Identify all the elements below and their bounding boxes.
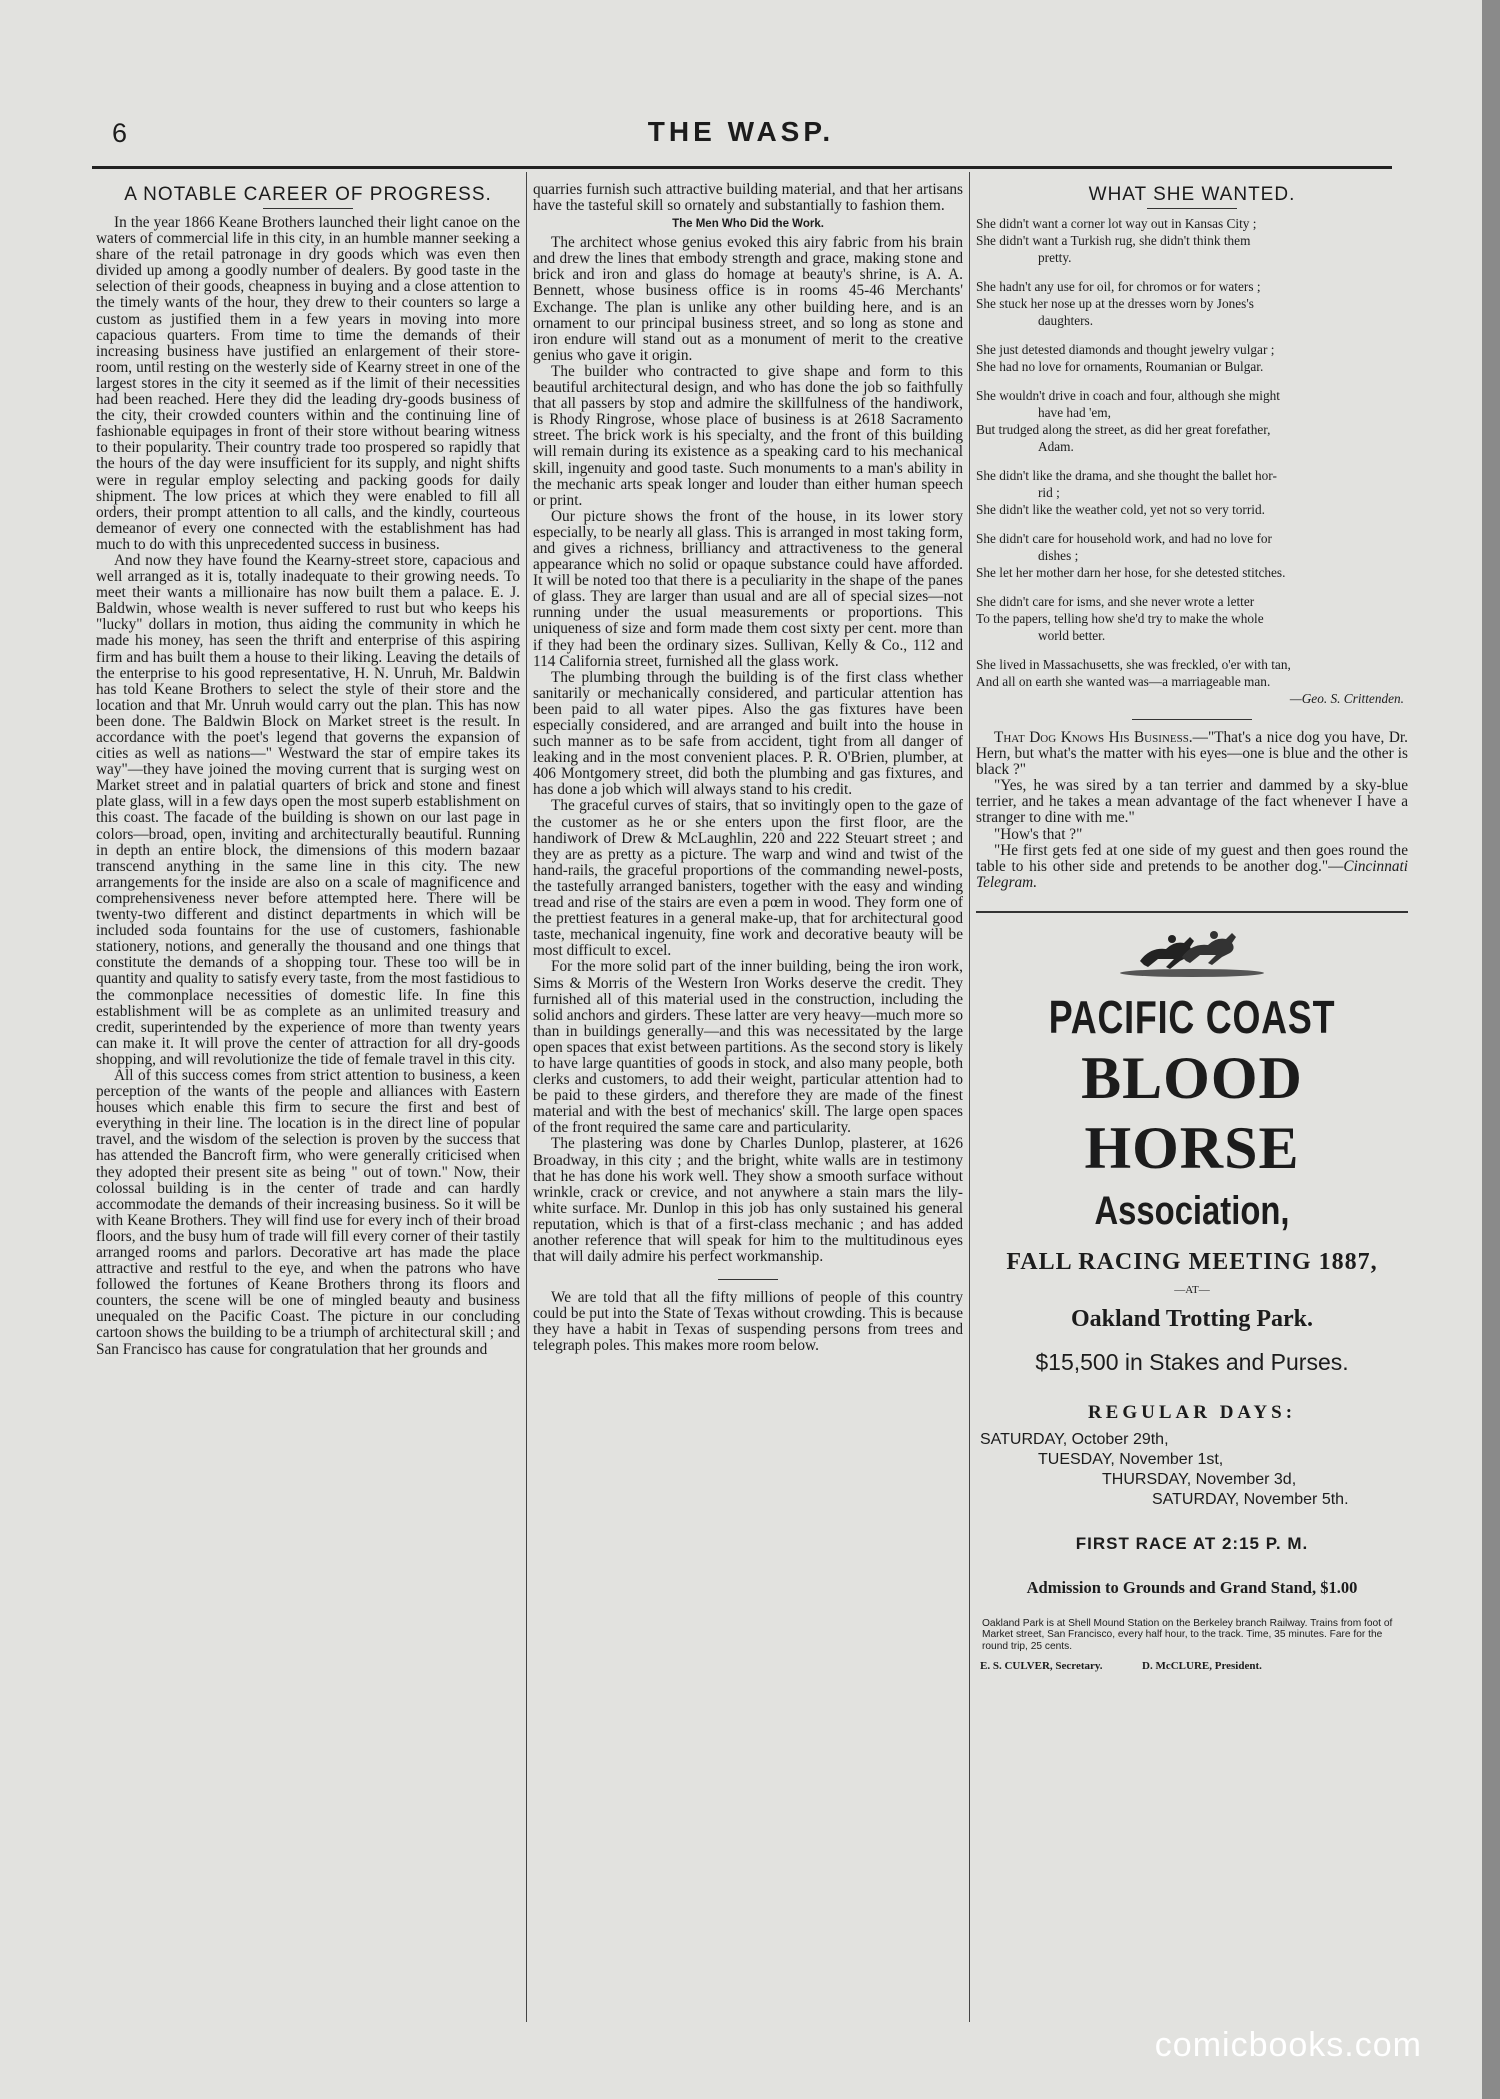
poem-line: She had no love for ornaments, Roumanian or Bulgar. bbox=[976, 359, 1264, 374]
ad-day: SATURDAY, October 29th, bbox=[980, 1430, 1169, 1448]
poem-body bbox=[976, 215, 1408, 707]
ad-stakes: $15,500 in Stakes and Purses. bbox=[1035, 1348, 1349, 1375]
poem-line: She let her mother darn her hose, for she detested stitches. bbox=[976, 565, 1286, 580]
column-1 bbox=[96, 174, 520, 2034]
ad-day: SATURDAY, November 5th. bbox=[1152, 1490, 1349, 1508]
poem-line: rid ; bbox=[1038, 485, 1060, 500]
ad-fine-print: Oakland Park is at Shell Mound Station on the Berkeley branch Railway. Trains from foot of Market street, San Francisco, every half hour, to the track. Time, 35 minutes. Fare for the round trip, 25 cents. bbox=[982, 1617, 1393, 1652]
texas-item: We are told that all the fifty millions of people of this country could be put into the State of Texas without crowding. This is because they have a habit in Texas of suspending persons from trees and telegraph poles. This makes more room below. bbox=[533, 1289, 963, 1355]
poem-line: She lived in Massachusetts, she was freckled, o'er with tan, bbox=[976, 657, 1291, 672]
poem-author: —Geo. S. Crittenden. bbox=[1289, 691, 1404, 706]
ad-day: TUESDAY, November 1st, bbox=[1038, 1450, 1224, 1468]
poem-line: She wouldn't drive in coach and four, although she might bbox=[976, 388, 1280, 403]
poem-line: She didn't like the weather cold, yet not so very torrid. bbox=[976, 502, 1265, 517]
column-2 bbox=[533, 174, 963, 2034]
poem-stanza bbox=[976, 593, 1408, 644]
article-continuation: quarries furnish such attractive building material, and that her artisans have the tasteful skill so ornately and substantially to fashion them. bbox=[533, 181, 963, 215]
article-subhead: The Men Who Did the Work. bbox=[672, 218, 824, 231]
column-divider bbox=[969, 172, 970, 2022]
poem-line: have had 'em, bbox=[1038, 405, 1111, 420]
dog-item-text: —"That's a nice dog you have, Dr. Hern, but what's the matter with his eyes—one is blue and the other is black ?" bbox=[976, 729, 1408, 779]
ad-at: —AT— bbox=[1174, 1283, 1210, 1296]
ad-meeting: FALL RACING MEETING 1887, bbox=[1006, 1248, 1378, 1275]
article-paragraph: The architect whose genius evoked this airy fabric from his brain and drew the lines that embody strength and grace, making stone and brick and iron and glass do homage at beauty's shrine, is A. A. Bennett, whose business office is in rooms 45-46 Merchants' Exchange. The plan is unlike any other building here, and is an ornament to our principal business street, and so long as stone and iron endure will stand out as a monument of merit to the creative genius who gave it origin. bbox=[533, 234, 963, 364]
poem-line: She didn't want a Turkish rug, she didn't think them bbox=[976, 233, 1251, 248]
article-paragraph: For the more solid part of the inner building, being the iron work, Sims & Morris of the Western Iron Works deserve the credit. They furnished all of this material used in the construction, including the solid anchors and girders. These latter are very heavy—much more so than in buildings generally—and this was necessitated by the large open spaces that exist between partitions. As the second story is likely to have large quantities of goods in stock, and also many people, both clerks and customers, to add their weight, particular attention had to be paid to these girders, and therefore they are made of the finest material and with the best of mechanics' skill. The large open spaces of the front required the same care and particularity. bbox=[533, 958, 963, 1137]
ad-days-list bbox=[976, 1430, 1408, 1510]
ad-secretary: E. S. CULVER, Secretary. bbox=[980, 1660, 1103, 1673]
poem-line: She didn't like the drama, and she thought the ballet hor- bbox=[976, 468, 1277, 483]
racehorses-illustration bbox=[976, 921, 1408, 981]
ad-admission: Admission to Grounds and Grand Stand, $1.00 bbox=[1026, 1577, 1358, 1597]
poem-line: dishes ; bbox=[1038, 548, 1079, 563]
ad-first-race: FIRST RACE AT 2:15 P. M. bbox=[1075, 1533, 1309, 1553]
dog-item-paragraph bbox=[976, 843, 1408, 891]
article-paragraph: And now they have found the Kearny-street store, capacious and well arranged as it is, totally inadequate to their growing needs. To meet their wants a millionaire has now built them a palace. E. J. Baldwin, whose wealth is never suffered to rust but who keeps his "lucky" dollars in motion, thus aiding the community in which he made his money, has seen the thrift and enterprise of this aspiring firm and has built them a house to their liking. Leaving the details of the enterprise to his good representative, H. N. Unruh, Mr. Baldwin has told Keane Brothers to select the style of their store and the location and that Mr. Unruh would carry out the plan. This has now been done. The Baldwin Block on Market street is the result. In accordance with the poet's legend that governs the expansion of cities as well as nations—" Westward the star of empire takes its way"—they have joined the moving current that is surging west on Market street and in palatial quarters of brick and stone and finest plate glass, will in a few days open the most superb establishment on this coast. The facade of the building is shown on our last page in colors—broad, open, inviting and architecturally beautiful. Running in depth an entire block, the dimensions of this modern bazaar transcend anything in the same line in this city. The new arrangements for the inside are also on a scale of magnificence and comprehensiveness never before attempted here. There will be twenty-two different and distinct departments in which will be included soda fountains for the use of customers, fashionable stationery, notions, and generally the thousand and one things that constitute the demands of a shopping tour. These too will be in quantity and quality to satisfy every taste, from the most fastidious to the commonplace necessities of domestic life. In fine this establishment will be as complete as an unlimited treasury and credit, superintended by the experience of more than twenty years can make it. It will prove the center of attraction for all dry-goods shopping, and will revolutionize the tide of female travel in this city. bbox=[96, 551, 520, 1068]
poem-line: But trudged along the street, as did her great forefather, bbox=[976, 422, 1271, 437]
poem-line: daughters. bbox=[1038, 313, 1094, 328]
article-paragraph: The graceful curves of stairs, that so invitingly open to the gaze of the customer as he or she enters upon the first floor, are the handiwork of Drew & McLaughlin, 220 and 222 Steuart street ; and they are as pretty as a picture. The warp and wind and twist of the hand-rails, the graceful proportions of the commanding newel-posts, the tastefully arranged banisters, together with the easy and winding tread and rise of the stairs are even a pœm in wood. They form one of the prettiest features in a general make-up, that for architectural good taste, mechanical ingenuity, fine work and decorative beauty will be most difficult to excel. bbox=[533, 797, 963, 960]
ad-signatures bbox=[976, 1660, 1408, 1672]
poem-stanza bbox=[976, 215, 1408, 266]
masthead: THE WASP. bbox=[647, 116, 835, 147]
poem-line: She didn't care for isms, and she never wrote a letter bbox=[976, 594, 1255, 609]
ad-park: Oakland Trotting Park. bbox=[1070, 1305, 1314, 1332]
article-paragraph: The plumbing through the building is of the first class whether sanitarily or mechanically considered, and particular attention has been paid to all water pipes. Also the gas fixtures have been especially considered, and are arranged and built into the house in such manner as to be safe from accident, tight from all danger of leaking and in the most convenient places. P. R. O'Brien, plumber, at 406 Montgomery street, did both the plumbing and gas fixtures, and has done a job which will always stand to his credit. bbox=[533, 668, 963, 799]
poem-line: She stuck her nose up at the dresses worn by Jones's bbox=[976, 296, 1254, 311]
ad-day: THURSDAY, November 3d, bbox=[1102, 1470, 1297, 1488]
page-edge-shadow bbox=[1482, 0, 1500, 2099]
racing-advertisement bbox=[976, 911, 1408, 1673]
poem-stanza bbox=[976, 278, 1408, 329]
poem-line: To the papers, telling how she'd try to make the whole bbox=[976, 611, 1264, 626]
dog-item-text: "He first gets fed at one side of my guest and then goes round the table to his other side and pretends to be another dog."— bbox=[976, 841, 1408, 875]
column-3 bbox=[976, 174, 1408, 2034]
ad-title-line3: Association, bbox=[1094, 1188, 1290, 1233]
poem-stanza bbox=[976, 387, 1408, 455]
poem-line: She didn't care for household work, and had no love for bbox=[976, 531, 1272, 546]
poem-stanza bbox=[976, 656, 1408, 707]
site-watermark: comicbooks.com bbox=[1154, 2026, 1422, 2064]
item-separator bbox=[718, 1279, 778, 1280]
poem-line: She hadn't any use for oil, for chromos or for waters ; bbox=[976, 279, 1261, 294]
poem-stanza bbox=[976, 341, 1408, 375]
ad-president: D. McCLURE, President. bbox=[1142, 1660, 1262, 1673]
dog-item-source: Cincinnati Telegram. bbox=[976, 857, 1408, 891]
article-paragraph: The plastering was done by Charles Dunlop, plasterer, at 1626 Broadway, in this city ; and the bright, white walls are in testimony that he has done his work well. They show a smooth surface without wrinkle, crack or crevice, and not anywhere a stain mars the lily-white surface. Mr. Dunlop in this job has only sustained his general reputation, which is that of a first-class mechanic ; and has added another reference that will speak for him to the multitudinous eyes that will daily admire his perfect workmanship. bbox=[533, 1135, 963, 1266]
headline-rule bbox=[263, 208, 353, 209]
column-divider bbox=[526, 172, 527, 2022]
article-paragraph: Our picture shows the front of the house, in its lower story especially, to be nearly all glass. This is arranged in most taking form, and gives a richness, brilliancy and attractiveness to the general appearance which no solid or opaque substance could have afforded. It will be noted too that there is a peculiarity in the shape of the panes of glass. They are larger than usual and are all of special sizes—not running under the usual measurements or proportions. This uniqueness of size and form made them cost sixty per cent. more than if they had been the ordinary sizes. Sullivan, Kelly & Co., 112 and 114 California street, furnished all the glass work. bbox=[533, 507, 963, 670]
dog-item-title: That Dog Knows His Business. bbox=[994, 729, 1193, 746]
dog-item-paragraph: "How's that ?" bbox=[994, 825, 1083, 843]
ad-title-line2: BLOOD HORSE bbox=[1081, 1044, 1303, 1181]
poem-line: world better. bbox=[1038, 628, 1106, 643]
article-paragraph: All of this success comes from strict attention to business, a keen perception of the wants of the people and alliances with Eastern houses which enable this firm to secure the first and best of everything in their line. The location is in the direct line of popular travel, and the wisdom of the selection is proven by the success that has attended the Bancroft firm, who were generally criticised when they adopted their present site as being " out of town." Now, their colossal building is in the center of trade and can hardly accommodate the demands of their increasing business. So it will be with Keane Brothers. They will find use for every inch of their broad floors, and the busy hum of trade will fill every corner of their tastily arranged rooms and parlors. Decorative art has made the place attractive and restful to the eye, and when the patrons who have followed the fortunes of Keane Brothers throng its floors and counters, the scene will be one of mingled beauty and business unequaled on the Pacific Coast. The picture in our concluding cartoon shows the building to be a triumph of architectural skill ; and San Francisco has cause for congratulation that her grounds and bbox=[96, 1066, 520, 1358]
poem-line: Adam. bbox=[1038, 439, 1074, 454]
article-paragraph: The builder who contracted to give shape and form to this beautiful architectural design, and who has done the job so faithfully that all passers by stop and admire the skillfulness of the handiwork, is Rhody Ringrose, whose place of business is at 2618 Sacramento street. The brick work is his specialty, and the front of this building will remain during its existence as a speaking card to his mechanical skill, ingenuity and good taste. Such monuments to a man's ability in the mechanic arts speak longer and louder than either human speech or print. bbox=[533, 362, 963, 509]
dog-item-paragraph: "Yes, he was sired by a tan terrier and dammed by a sky-blue terrier, and he takes a mean advantage of the fact whenever I have a stranger to dine with me." bbox=[976, 777, 1408, 827]
poem-line: And all on earth she wanted was—a marriageable man. bbox=[976, 674, 1271, 689]
dog-item bbox=[976, 730, 1408, 778]
ad-title-line1: PACIFIC COAST bbox=[1048, 990, 1336, 1043]
article-headline: A NOTABLE CAREER OF PROGRESS. bbox=[124, 184, 492, 205]
poem-stanza bbox=[976, 530, 1408, 581]
poem-stanza bbox=[976, 467, 1408, 518]
poem-title-rule bbox=[1147, 208, 1237, 209]
poem-title: WHAT SHE WANTED. bbox=[1088, 184, 1296, 205]
poem-line: She didn't want a corner lot way out in Kansas City ; bbox=[976, 216, 1257, 231]
item-separator bbox=[1132, 719, 1252, 720]
ad-regular-days: REGULAR DAYS: bbox=[1087, 1401, 1297, 1423]
poem-line: She just detested diamonds and thought jewelry vulgar ; bbox=[976, 342, 1275, 357]
article-paragraph: In the year 1866 Keane Brothers launched their light canoe on the waters of commercial life in this city, in an humble manner seeking a share of the retail patronage in dry goods which was even then divided up among a goodly number of dealers. By good taste in the selection of their goods, cheapness in buying and a close attention to the timely wants of the hour, they drew to their counters so large a custom as justified them in a few years in moving into more capacious quarters. From time to time the demands of their increasing business have justified an enlargement of their store-room, until resting on the westerly side of Kearny street in one of the largest stores in the city it seemed as if the limit of their necessities had been reached. Here they did the leading dry-goods business of the city, their crowded counters within and the continuing line of fashionable equipages in front of their store without bearing witness to their popularity. Their country trade too prospered so rapidly that the hours of the day were insufficient for its supply, and night shifts were in regular employ selecting and packing goods for daily shipment. The low prices at which they were enabled to fill all orders, their prompt attention to all calls, and the kindly, courteous demeanor of every one connected with the establishment has had much to do with this unprecedented success in business. bbox=[96, 214, 520, 553]
poem-line: pretty. bbox=[1038, 250, 1072, 265]
page-number: 6 bbox=[112, 118, 128, 148]
masthead-rule bbox=[92, 166, 1392, 169]
